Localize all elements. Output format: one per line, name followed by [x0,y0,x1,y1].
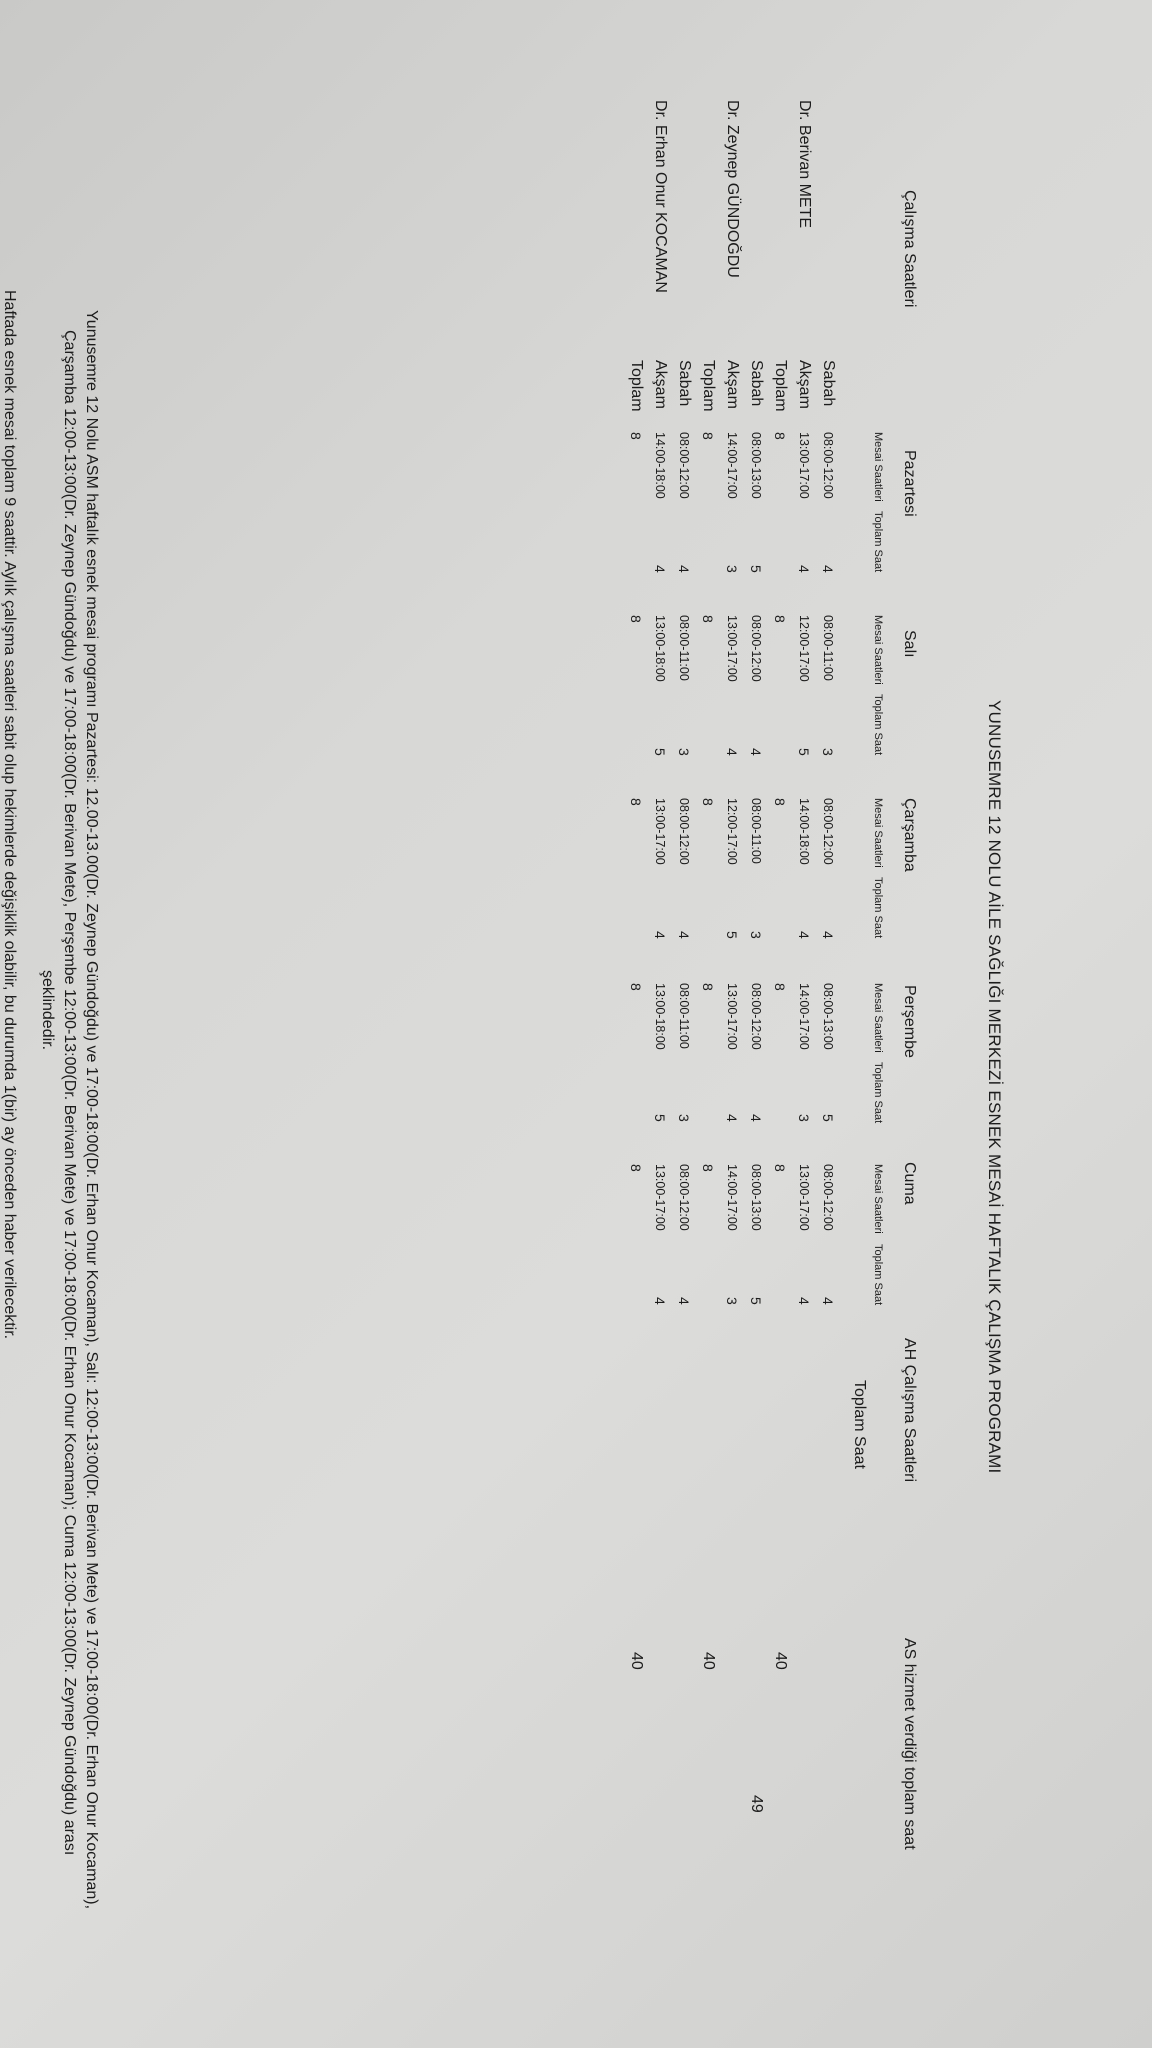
toplam-saat-cell: 4 [796,1297,812,1305]
toplam-saat-cell: 5 [724,931,740,939]
toplam-saat-cell: 3 [724,1297,740,1305]
toplam-saat-cell: 3 [676,748,692,756]
toplam-saat-cell: 8 [628,432,644,440]
mesai-saatleri-cell: 08:00-12:00 [677,798,691,865]
toplam-saat-cell: 5 [652,1114,668,1122]
mesai-saatleri-cell: 08:00-12:00 [821,798,835,865]
doctor-name: Dr. Berivan METE [796,100,813,229]
mesai-saatleri-cell: 13:00-18:00 [653,615,667,682]
toplam-saat-cell: 4 [652,565,668,573]
mesai-saatleri-cell: 14:00-17:00 [797,983,811,1050]
toplam-saat-cell: 8 [628,983,644,991]
toplam-saat-cell: 3 [820,748,836,756]
toplam-saat-cell: 8 [772,615,788,623]
mesai-saatleri-cell: 13:00-17:00 [653,1164,667,1231]
subheader-toplam-saat: Toplam Saat [872,1062,884,1124]
toplam-saat-cell: 3 [796,1114,812,1122]
header-day-persembe: Perşembe [901,985,918,1058]
toplam-saat-cell: 5 [748,565,764,573]
doctor-name: Dr. Erhan Onur KOCAMAN [652,100,669,293]
ah-toplam-saat: 40 [700,1652,717,1670]
mesai-saatleri-cell: 13:00-17:00 [653,798,667,865]
subheader-mesai-saatleri: Mesai Saatleri [872,615,884,685]
subheader-mesai-saatleri: Mesai Saatleri [872,798,884,868]
header-day-cuma: Cuma [901,1162,918,1205]
header-day-sali: Salı [901,630,918,658]
toplam-saat-cell: 4 [820,1297,836,1305]
mesai-saatleri-cell: 08:00-12:00 [677,1164,691,1231]
mesai-saatleri-cell: 12:00-17:00 [725,798,739,865]
toplam-saat-cell: 8 [700,798,716,806]
toplam-saat-cell: 8 [628,1164,644,1172]
doctor-name: Dr. Zeynep GÜNDOĞDU [724,100,741,278]
toplam-saat-cell: 3 [724,565,740,573]
toplam-saat-cell: 8 [700,615,716,623]
mesai-saatleri-cell: 08:00-12:00 [821,432,835,499]
header-day-carsamba: Çarşamba [901,798,918,872]
note-line-4: Haftada esnek mesai toplam 9 saattir. Aylık çalışma saatleri sabit olup hekimlerde değişiklik olabilir, bu durumda 1(bir) ay önceden haber verilecektir. [1,290,18,1340]
toplam-saat-cell: 5 [820,1114,836,1122]
toplam-saat-cell: 4 [820,565,836,573]
ah-toplam-saat: 40 [772,1652,789,1670]
mesai-saatleri-cell: 08:00-11:00 [821,615,835,681]
toplam-saat-cell: 4 [724,748,740,756]
toplam-saat-cell: 8 [700,983,716,991]
mesai-saatleri-cell: 08:00-12:00 [821,1164,835,1231]
mesai-saatleri-cell: 14:00-18:00 [653,432,667,499]
mesai-saatleri-cell: 08:00-12:00 [749,615,763,682]
subheader-mesai-saatleri: Mesai Saatleri [872,432,884,502]
row-label: Sabah [748,360,765,407]
mesai-saatleri-cell: 12:00-17:00 [797,615,811,682]
toplam-saat-cell: 8 [772,983,788,991]
toplam-saat-cell: 8 [772,432,788,440]
row-label: Akşam [652,360,669,409]
toplam-saat-cell: 8 [628,615,644,623]
toplam-saat-cell: 4 [676,1297,692,1305]
mesai-saatleri-cell: 14:00-17:00 [725,1164,739,1231]
mesai-saatleri-cell: 14:00-18:00 [797,798,811,865]
toplam-saat-cell: 8 [772,798,788,806]
row-label: Sabah [820,360,837,407]
toplam-saat-cell: 5 [652,748,668,756]
toplam-saat-cell: 4 [796,931,812,939]
subheader-toplam-saat: Toplam Saat [872,1244,884,1306]
mesai-saatleri-cell: 08:00-11:00 [677,983,691,1049]
header-as-hizmet: AS hizmet verdiği toplam saat [901,1638,918,1850]
row-label: Akşam [796,360,813,409]
toplam-saat-cell: 5 [796,748,812,756]
mesai-saatleri-cell: 13:00-17:00 [725,615,739,682]
mesai-saatleri-cell: 13:00-17:00 [797,432,811,499]
toplam-saat-cell: 8 [772,1164,788,1172]
mesai-saatleri-cell: 08:00-11:00 [749,798,763,864]
subheader-toplam-saat: Toplam Saat [872,877,884,939]
document-title: YUNUSEMRE 12 NOLU AİLE SAĞLIĞI MERKEZİ ESNEK MESAİ HAFTALIK ÇALIŞMA PROGRAMI [985,700,1004,1474]
toplam-saat-cell: 4 [652,931,668,939]
mesai-saatleri-cell: 13:00-17:00 [797,1164,811,1231]
mesai-saatleri-cell: 08:00-13:00 [749,432,763,499]
mesai-saatleri-cell: 13:00-18:00 [653,983,667,1050]
mesai-saatleri-cell: 08:00-13:00 [749,1164,763,1231]
header-ah-calisma-saatleri: AH Çalışma Saatleri [901,1338,918,1483]
ah-toplam-saat: 40 [628,1652,645,1670]
toplam-saat-cell: 8 [700,432,716,440]
toplam-saat-cell: 4 [820,931,836,939]
header-day-pazartesi: Pazartesi [901,450,918,517]
note-line-1: Yunusemre 12 Nolu ASM haftalık esnek mesai programı Pazartesi: 12.00-13.00(Dr. Zeynep Gündoğdu) ve 17:00-18:00(Dr. Erhan Onur Kocaman), Salı: 12:00-13:00(Dr. Berivan Mete) ve 17:00-18:00(Dr. Erhan Onur Kocaman), [83,310,100,1910]
row-label: Toplam [700,360,717,412]
subheader-toplam-saat: Toplam Saat [872,694,884,756]
header-ah-toplam-saat: Toplam Saat [851,1380,868,1469]
toplam-saat-cell: 4 [748,1114,764,1122]
toplam-saat-cell: 4 [676,931,692,939]
toplam-saat-cell: 4 [652,1297,668,1305]
note-line-2: Çarşamba 12:00-13:00(Dr. Zeynep Gündoğdu) ve 17:00-18:00(Dr. Berivan Mete), Perşembe 12:00-13:00(Dr. Berivan Mete) ve 17:00-18:00(Dr. Erhan Onur Kocaman); Cuma 12:00-13:00(Dr. Zeynep Gündoğdu) arası [61,330,78,1856]
row-label: Sabah [676,360,693,407]
subheader-mesai-saatleri: Mesai Saatleri [872,983,884,1053]
subheader-mesai-saatleri: Mesai Saatleri [872,1164,884,1234]
toplam-saat-cell: 8 [628,798,644,806]
mesai-saatleri-cell: 08:00-12:00 [677,432,691,499]
toplam-saat-cell: 4 [748,748,764,756]
subheader-toplam-saat: Toplam Saat [872,511,884,573]
mesai-saatleri-cell: 13:00-17:00 [725,983,739,1050]
row-label: Toplam [772,360,789,412]
toplam-saat-cell: 3 [748,931,764,939]
toplam-saat-cell: 3 [676,1114,692,1122]
toplam-saat-cell: 4 [724,1114,740,1122]
mesai-saatleri-cell: 08:00-12:00 [749,983,763,1050]
note-line-3: şeklindedir. [39,970,56,1051]
mesai-saatleri-cell: 14:00-17:00 [725,432,739,499]
mesai-saatleri-cell: 08:00-11:00 [677,615,691,681]
as-hizmet-toplam-saat: 49 [748,1795,765,1813]
row-label: Toplam [628,360,645,412]
toplam-saat-cell: 5 [748,1297,764,1305]
mesai-saatleri-cell: 08:00-13:00 [821,983,835,1050]
row-label: Akşam [724,360,741,409]
toplam-saat-cell: 4 [796,565,812,573]
toplam-saat-cell: 4 [676,565,692,573]
header-calisma-saatleri: Çalışma Saatleri [901,190,918,308]
toplam-saat-cell: 8 [700,1164,716,1172]
